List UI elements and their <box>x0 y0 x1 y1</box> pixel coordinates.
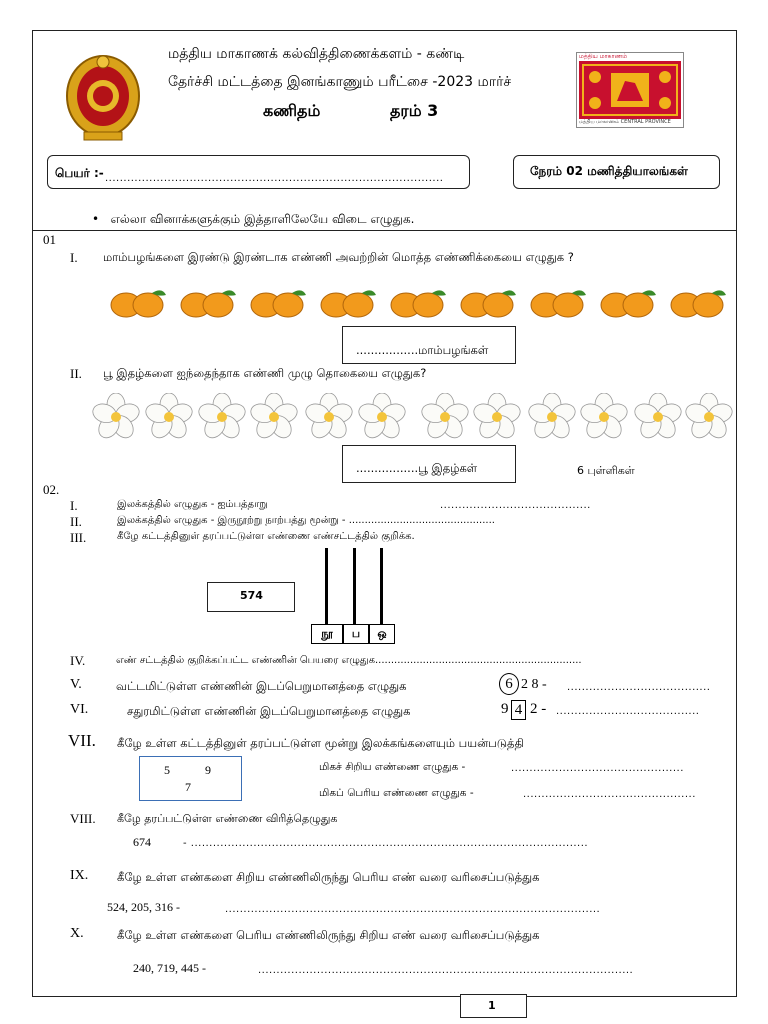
q2-ii-text: இலக்கத்தில் எழுதுக - இருநூற்று நாற்பத்து மூன்று - .............................................. <box>117 515 495 526</box>
q2-vii-small-dots[interactable]: ............................................... <box>511 763 684 774</box>
abacus-rod-hundreds[interactable] <box>325 548 328 624</box>
flower <box>634 393 682 441</box>
q2-vi-first: 9 <box>501 701 509 717</box>
flower <box>358 393 406 441</box>
abacus-rod-ones[interactable] <box>380 548 383 624</box>
q2-viii-dots[interactable]: - ............................................................................................................ <box>183 838 589 849</box>
abacus-label-tens: ப <box>343 624 369 644</box>
q2-iv-text[interactable]: எண் சட்டத்தில் குறிக்கப்பட்ட எண்ணின் பெயரை எழுதுக................................................................. <box>116 655 582 666</box>
q2-vii-label: VII. <box>68 731 96 750</box>
q2-vii-small-text: மிகச் சிறிய எண்ணை எழுதுக - <box>319 761 466 773</box>
mango-pair <box>388 283 448 321</box>
q2-vii-large-dots[interactable]: ............................................... <box>523 789 696 800</box>
flower <box>92 393 140 441</box>
mango-pair <box>598 283 658 321</box>
name-input-line[interactable]: ............................................................................................ <box>105 173 444 184</box>
q1-ii-label: II. <box>70 366 82 381</box>
q2-viii-text: கீழே தரப்பட்டுள்ள எண்ணை விரித்தெழுதுக <box>117 812 338 825</box>
circled-digit: 6 <box>499 673 519 695</box>
sri-lanka-emblem <box>62 50 144 146</box>
q1-i-text: மாம்பழங்களை இரண்டு இரண்டாக எண்ணி அவற்றின் மொத்த எண்ணிக்கையை எழுதுக ? <box>103 250 574 264</box>
q2-iii-label: III. <box>70 530 87 545</box>
q2-ii-label: II. <box>70 514 82 529</box>
q1-i-answer: .................மாம்பழங்கள் <box>356 343 489 357</box>
number-574: 574 <box>240 589 263 602</box>
q2-ix-text: கீழே உள்ள எண்களை சிறிய எண்ணிலிருந்து பெரிய எண் வரை வரிசைப்படுத்துக <box>117 870 540 884</box>
instruction-text: • எல்லா வினாக்களுக்கும் இத்தாளிலேயே விடை எழுதுக. <box>92 212 415 226</box>
q2-iv-label: IV. <box>70 653 86 668</box>
mango-pair <box>318 283 378 321</box>
digit-7: 7 <box>185 780 191 794</box>
q2-viii-number: 674 <box>133 835 151 849</box>
boxed-digit: 4 <box>511 700 526 720</box>
mango-pair <box>668 283 728 321</box>
subject-title: கணிதம் <box>263 101 321 120</box>
page-number: 1 <box>488 999 496 1012</box>
q1-ii-text: பூ இதழ்களை ஐந்தைந்தாக எண்ணி முழு தொகையை எழுதுக? <box>103 366 427 380</box>
q2-vi-text: சதுரமிட்டுள்ள எண்ணின் இடப்பெறுமானத்தை எழுதுக <box>127 704 411 718</box>
flag-graphic <box>577 61 683 119</box>
digit-9: 9 <box>205 763 211 777</box>
mango-pair <box>528 283 588 321</box>
flower <box>305 393 353 441</box>
q2-i-label: I. <box>70 498 78 513</box>
q2-number: 02. <box>43 482 60 497</box>
q2-vii-large-text: மிகப் பெரிய எண்ணை எழுதுக - <box>319 787 474 799</box>
flag-text-top: மத்திய மாகாணம் <box>579 53 628 60</box>
mango-pair <box>108 283 168 321</box>
header-line2: தேர்ச்சி மட்டத்தை இனங்காணும் பரீட்சை -2023 மார்ச் <box>168 74 512 90</box>
mango-pair <box>178 283 238 321</box>
flower <box>685 393 733 441</box>
q2-i-dots[interactable]: ......................................... <box>440 500 591 511</box>
flower <box>145 393 193 441</box>
mango-pair <box>248 283 308 321</box>
q2-vi-label: VI. <box>70 702 89 717</box>
mango-pair <box>458 283 518 321</box>
q2-i-text: இலக்கத்தில் எழுதுக - ஐம்பத்தாறு <box>117 499 268 510</box>
q2-v-dots[interactable]: ....................................... <box>567 682 711 693</box>
flower <box>198 393 246 441</box>
q2-vi-dots[interactable]: ....................................... <box>556 706 700 717</box>
q2-x-dots[interactable]: ...................................................................................................... <box>258 965 634 976</box>
flower <box>421 393 469 441</box>
q1-i-label: I. <box>70 250 78 265</box>
q2-v-label: V. <box>70 677 82 692</box>
central-province-flag <box>576 52 684 128</box>
q2-x-label: X. <box>70 926 84 941</box>
flower <box>528 393 576 441</box>
header-line1: மத்திய மாகாணக் கல்வித்திணைக்களம் - கண்டி <box>168 46 465 62</box>
flag-text-bottom: மத்திய மாகாணம் CENTRAL PROVINCE <box>579 119 671 125</box>
q2-x-text: கீழே உள்ள எண்களை பெரிய எண்ணிலிருந்து சிறிய எண் வரை வரிசைப்படுத்துக <box>117 928 540 942</box>
q2-x-numbers: 240, 719, 445 - <box>133 961 206 975</box>
abacus-label-hundreds: நூ <box>311 624 343 644</box>
flower <box>250 393 298 441</box>
q1-number: 01 <box>43 232 56 247</box>
q2-v-text: வட்டமிட்டுள்ள எண்ணின் இடப்பெறுமானத்தை எழுதுக <box>116 679 407 693</box>
marks-label: 6 புள்ளிகள் <box>577 464 635 477</box>
q1-ii-answer: .................பூ இதழ்கள் <box>356 461 478 475</box>
grade-title: தரம் 3 <box>390 101 439 120</box>
abacus-rod-tens[interactable] <box>353 548 356 624</box>
q2-viii-label: VIII. <box>70 811 96 826</box>
q2-v-rest: 2 8 - <box>521 677 547 692</box>
time-label: நேரம் 02 மணித்தியாலங்கள் <box>530 164 688 178</box>
q2-ix-dots[interactable]: ...................................................................................................... <box>225 904 601 915</box>
flower <box>473 393 521 441</box>
name-label: பெயர் :- <box>55 166 104 180</box>
digit-5: 5 <box>164 763 170 777</box>
abacus-label-ones: ஒ <box>369 624 395 644</box>
q2-ix-numbers: 524, 205, 316 - <box>107 900 180 914</box>
q2-vii-text: கீழே உள்ள கட்டத்தினுள் தரப்பட்டுள்ள மூன்று இலக்கங்களையும் பயன்படுத்தி <box>117 736 524 750</box>
q2-ix-label: IX. <box>70 868 89 883</box>
q2-iii-text: கீழே கட்டத்தினுள் தரப்பட்டுள்ள எண்ணை எண்சட்டத்தில் குறிக்க. <box>117 531 415 542</box>
flower <box>580 393 628 441</box>
divider <box>33 230 736 231</box>
q2-vi-rest: 2 - <box>530 701 547 717</box>
